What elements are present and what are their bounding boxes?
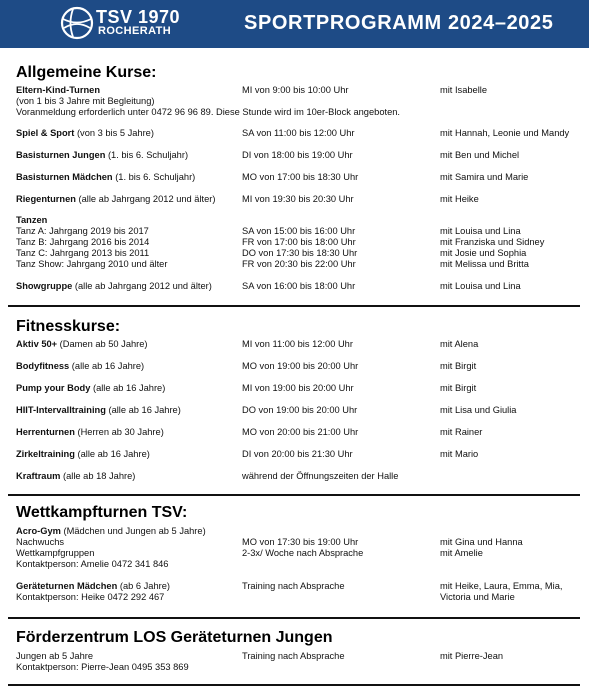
course-trainer: mit Isabelle [440, 85, 488, 95]
course-age: (1. bis 6. Schuljahr) [112, 172, 196, 182]
course-group: Tanz B: Jahrgang 2016 bis 2014 [16, 237, 150, 247]
course-age: (alle ab Jahrgang 2012 und älter) [72, 281, 212, 291]
course-entry [16, 383, 165, 394]
course-entry [16, 581, 170, 592]
course-entry [16, 150, 188, 161]
course-trainer: mit Birgit [440, 383, 477, 393]
course-time: FR von 17:00 bis 18:00 Uhr [242, 237, 356, 247]
contact-person: Kontaktperson: Pierre-Jean 0495 353 869 [16, 662, 189, 672]
course-time: MI von 19:30 bis 20:30 Uhr [242, 194, 354, 204]
course-entry [16, 449, 150, 460]
course-entry [16, 281, 212, 292]
course-name: Tanzen [16, 215, 48, 225]
course-age: (alle ab Jahrgang 2012 und älter) [75, 194, 216, 204]
page-title: SPORTPROGRAMM 2024–2025 [244, 12, 554, 34]
course-age: (alle ab 16 Jahre) [74, 449, 150, 459]
course-name: Zirkeltraining [16, 449, 75, 459]
logo-club-place: ROCHERATH [98, 25, 172, 37]
course-time: Training nach Absprache [242, 581, 345, 591]
course-entry [16, 361, 144, 372]
course-trainer: Victoria und Marie [440, 592, 515, 602]
course-trainer: mit Melissa und Britta [440, 259, 529, 269]
section-title-wettkampf: Wettkampfturnen TSV: [16, 504, 188, 521]
course-name: Acro-Gym [16, 526, 61, 536]
section-divider [8, 617, 580, 619]
course-age: (von 3 bis 5 Jahre) [74, 128, 154, 138]
course-time: MO von 19:00 bis 20:00 Uhr [242, 361, 359, 371]
course-trainer: mit Amelie [440, 548, 483, 558]
course-entry [16, 526, 206, 537]
course-entry [16, 471, 135, 482]
section-title-foerder: Förderzentrum LOS Geräteturnen Jungen [16, 629, 333, 646]
course-trainer: mit Heike [440, 194, 479, 204]
course-trainer: mit Franziska und Sidney [440, 237, 545, 247]
ball-logo-icon [60, 6, 94, 40]
contact-person: Kontaktperson: Heike 0472 292 467 [16, 592, 165, 602]
course-name: Pump your Body [16, 383, 91, 393]
logo-club-name: TSV 1970 [96, 7, 181, 27]
course-trainer: mit Pierre-Jean [440, 651, 504, 661]
course-name: Spiel & Sport [16, 128, 75, 138]
course-time: MI von 19:00 bis 20:00 Uhr [242, 383, 354, 393]
course-time: MI von 9:00 bis 10:00 Uhr [242, 85, 349, 95]
course-time: SA von 16:00 bis 18:00 Uhr [242, 281, 356, 291]
course-group: Nachwuchs [16, 537, 65, 547]
course-time: 2-3x/ Woche nach Absprache [242, 548, 364, 558]
course-age: (1. bis 6. Schuljahr) [105, 150, 189, 160]
course-trainer: mit Gina und Hanna [440, 537, 523, 547]
course-trainer: mit Rainer [440, 427, 483, 437]
course-name: Basisturnen Mädchen [16, 172, 113, 182]
section-divider [8, 305, 580, 307]
course-time: MO von 17:00 bis 18:30 Uhr [242, 172, 359, 182]
header-banner [0, 0, 589, 48]
course-note: (von 1 bis 3 Jahre mit Begleitung) [16, 96, 155, 106]
section-divider [8, 494, 580, 496]
course-time: MI von 11:00 bis 12:00 Uhr [242, 339, 353, 349]
course-time: SA von 11:00 bis 12:00 Uhr [242, 128, 355, 138]
course-name: Basisturnen Jungen [16, 150, 106, 160]
course-trainer: mit Lisa und Giulia [440, 405, 517, 415]
course-trainer: mit Louisa und Lina [440, 281, 521, 291]
course-name: Showgruppe [16, 281, 73, 291]
course-time: SA von 15:00 bis 16:00 Uhr [242, 226, 356, 236]
course-age: (Herren ab 30 Jahre) [74, 427, 164, 437]
section-title-fitness: Fitnesskurse: [16, 318, 121, 335]
course-time: DI von 18:00 bis 19:00 Uhr [242, 150, 353, 160]
course-trainer: mit Hannah, Leonie und Mandy [440, 128, 570, 138]
course-name: Herrenturnen [16, 427, 75, 437]
course-name: Geräteturnen Mädchen [16, 581, 118, 591]
section-divider [8, 684, 580, 686]
course-entry [16, 427, 164, 438]
course-group: Tanz C: Jahrgang 2013 bis 2011 [16, 248, 150, 258]
course-name: Eltern-Kind-Turnen [16, 85, 101, 95]
course-name: Bodyfitness [16, 361, 70, 371]
course-entry [16, 194, 215, 205]
course-group: Jungen ab 5 Jahre [16, 651, 94, 661]
course-trainer: mit Louisa und Lina [440, 226, 521, 236]
course-time: während der Öffnungszeiten der Halle [242, 471, 399, 481]
course-group: Tanz Show: Jahrgang 2010 und älter [16, 259, 168, 269]
course-trainer: mit Alena [440, 339, 479, 349]
course-age: (alle ab 16 Jahre) [105, 405, 181, 415]
course-age: (Mädchen und Jungen ab 5 Jahre) [60, 526, 206, 536]
course-trainer: mit Mario [440, 449, 479, 459]
course-trainer: mit Josie und Sophia [440, 248, 527, 258]
contact-person: Kontaktperson: Amelie 0472 341 846 [16, 559, 169, 569]
course-trainer: mit Birgit [440, 361, 477, 371]
course-age: (Damen ab 50 Jahre) [57, 339, 148, 349]
course-note: Voranmeldung erforderlich unter 0472 96 96 89. Diese Stunde wird im 10er-Block angeboten. [16, 107, 400, 117]
course-entry [16, 339, 148, 350]
course-trainer: mit Heike, Laura, Emma, Mia, [440, 581, 563, 591]
course-name: Kraftraum [16, 471, 61, 481]
course-entry [16, 128, 154, 139]
course-age: (alle ab 16 Jahre) [69, 361, 145, 371]
course-name: HIIT-Intervalltraining [16, 405, 106, 415]
section-title-allgemein: Allgemeine Kurse: [16, 64, 157, 81]
course-time: Training nach Absprache [242, 651, 345, 661]
course-age: (ab 6 Jahre) [117, 581, 170, 591]
course-entry [16, 405, 181, 416]
course-age: (alle ab 16 Jahre) [90, 383, 166, 393]
course-group: Wettkampfgruppen [16, 548, 95, 558]
course-trainer: mit Ben und Michel [440, 150, 520, 160]
course-entry [16, 172, 195, 183]
course-age: (alle ab 18 Jahre) [60, 471, 136, 481]
course-time: DI von 20:00 bis 21:30 Uhr [242, 449, 353, 459]
course-name: Aktiv 50+ [16, 339, 58, 349]
course-time: DO von 19:00 bis 20:00 Uhr [242, 405, 358, 415]
course-time: MO von 17:30 bis 19:00 Uhr [242, 537, 359, 547]
course-time: MO von 20:00 bis 21:00 Uhr [242, 427, 359, 437]
course-group: Tanz A: Jahrgang 2019 bis 2017 [16, 226, 149, 236]
course-name: Riegenturnen [16, 194, 76, 204]
course-time: FR von 20:30 bis 22:00 Uhr [242, 259, 356, 269]
course-trainer: mit Samira und Marie [440, 172, 529, 182]
course-time: DO von 17:30 bis 18:30 Uhr [242, 248, 358, 258]
